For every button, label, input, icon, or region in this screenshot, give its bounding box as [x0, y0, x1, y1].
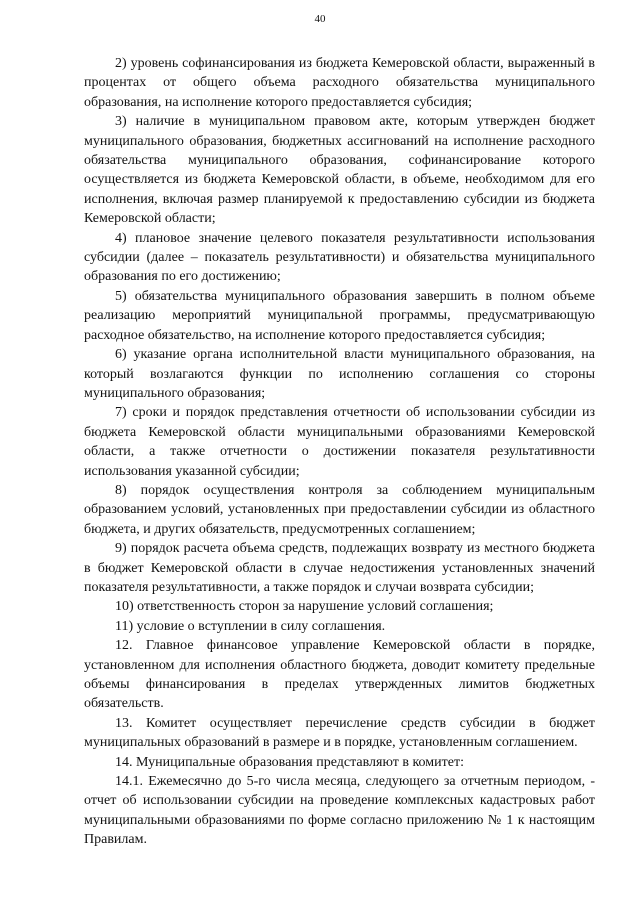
paragraph-section-14: 14. Муниципальные образования представляют в комитет:	[115, 754, 464, 770]
page-number: 40	[314, 13, 326, 25]
paragraph-item-5: 5) обязательства муниципального образования завершить в полном объеме реализацию мероприятий муниципальной программы, предусматривающую расходное обязательство, на исполнение которого предоставляется субсидия;	[84, 288, 595, 343]
paragraph-item-10: 10) ответственность сторон за нарушение условий соглашения;	[115, 599, 494, 615]
paragraph-item-9: 9) порядок расчета объема средств, подлежащих возврату из местного бюджета в бюджет Кемеровской области в случае недостижения установленных значений показателя результативности, а также порядок и случаи возврата субсидии;	[84, 541, 595, 595]
paragraph-section-13: 13. Комитет осуществляет перечисление средств субсидии в бюджет муниципальных образований в размере и в порядке, установленным соглашением.	[84, 715, 595, 751]
document-body	[84, 54, 595, 850]
paragraph-section-14-1: 14.1. Ежемесячно до 5-го числа месяца, следующего за отчетным периодом, - отчет об использовании субсидии на проведение комплексных кадастровых работ муниципальными образованиями по форме согласно приложению № 1 к настоящим Правилам.	[84, 774, 595, 848]
paragraph-item-7: 7) сроки и порядок представления отчетности об использовании субсидии из бюджета Кемеровской области муниципальными образованиями Кемеровской области, а также отчетности о достижении показателя результативности использования указанной субсидии;	[84, 405, 595, 479]
paragraph-item-6: 6) указание органа исполнительной власти муниципального образования, на который возлагаются функции по исполнению соглашения со стороны муниципального образования;	[84, 347, 595, 401]
paragraph-item-8: 8) порядок осуществления контроля за соблюдением муниципальным образованием условий, установленных при предоставлении субсидии из областного бюджета, и других обязательств, предусмотренных соглашением;	[84, 482, 595, 537]
paragraph-item-11: 11) условие о вступлении в силу соглашения.	[115, 618, 386, 634]
paragraph-item-4: 4) плановое значение целевого показателя результативности использования субсидии (далее – показатель результативности) и обязательства муниципального образования по его достижению;	[84, 230, 595, 285]
paragraph-item-3: 3) наличие в муниципальном правовом акте, которым утвержден бюджет муниципального образования, бюджетных ассигнований на исполнение расходного обязательства муниципального образования, софинансирование которого осуществляется из бюджета Кемеровской области, в объеме, необходимом для его исполнения, включая размер планируемой к предоставлению субсидии из бюджета Кемеровской области;	[84, 114, 595, 227]
paragraph-section-12: 12. Главное финансовое управление Кемеровской области в порядке, установленном для исполнения областного бюджета, доводит комитету предельные объемы финансирования в пределах утвержденных лимитов бюджетных обязательств.	[84, 638, 595, 712]
paragraph-item-2: 2) уровень софинансирования из бюджета Кемеровской области, выраженный в процентах от общего объема расходного обязательства муниципального образования, на исполнение которого предоставляется субсидия;	[84, 56, 595, 110]
